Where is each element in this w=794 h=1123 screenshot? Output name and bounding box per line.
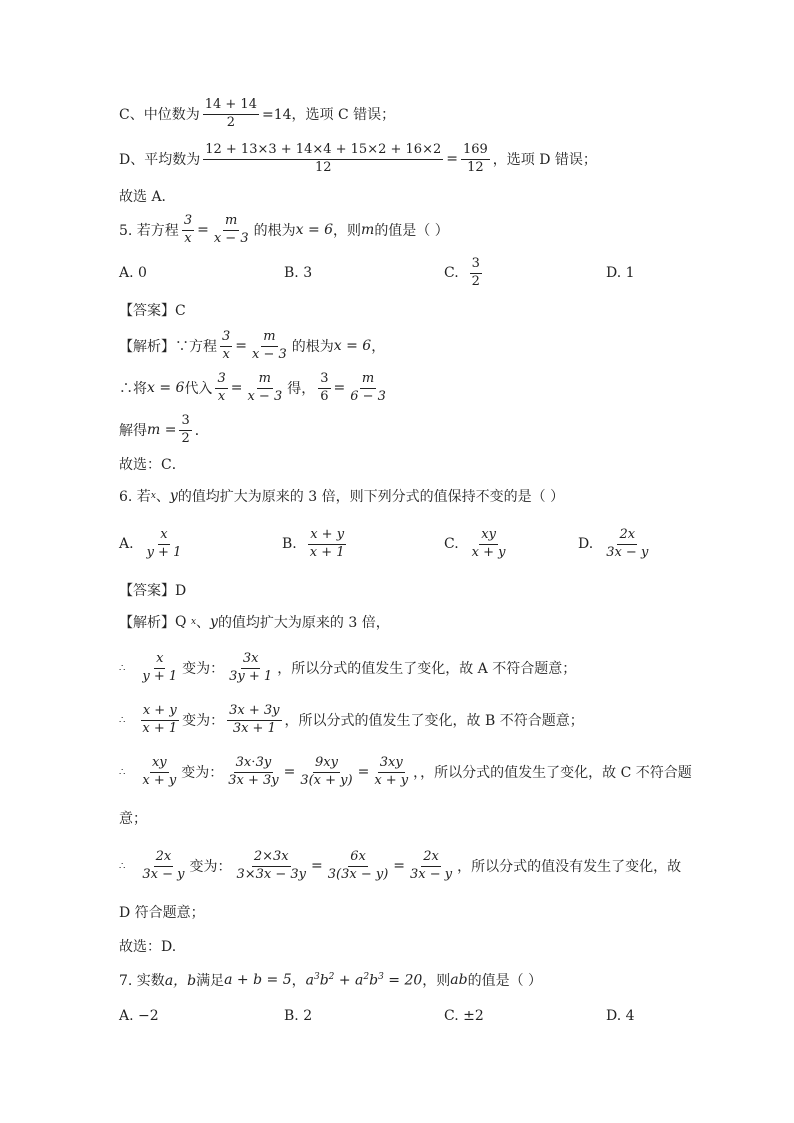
c-prefix: C、中位数为 xyxy=(119,107,200,123)
q5-analysis-1: 【解析】 ∵方程 $\frac{3}{x}$ = $\frac{m}{x - 3}$ 的根为 x = 6 ， xyxy=(119,328,386,362)
choose-a-line: 故选 A． xyxy=(119,189,176,205)
question-7-stem: 7. 实数 a，b 满足 a + b = 5 ， $a^3b^2 + a^2b^3 = 20$ ，则 ab 的值是（ ） xyxy=(119,971,543,989)
q6-step-c-cont: 意； xyxy=(119,811,147,827)
q5-choose: 故选：C． xyxy=(119,457,186,473)
q6-step-c: ∴ $\frac{xy}{x + y}$ 变为： $\frac{3x\cdot 3y}{3x + 3y}$ = $\frac{9xy}{3(x + y)}$ = $\frac{3xy}{x + y}$ ，，所以分式的值发生了变化，故 C 不符合题 xyxy=(119,754,692,788)
q7-option-c: C. ±2 xyxy=(444,1008,484,1024)
option-d-explanation: D、平均数为 $\frac{12 + 13\times 3 + 14\times 4 + 15\times 2 + 16\times 2}{12}$ = $\frac{169}{12}$ ，选项 D 错误； xyxy=(119,141,597,175)
q5-analysis-2: ∴将 x = 6 代入 $\frac{3}{x}$ = $\frac{m}{x - 3}$ 得， $\frac{3}{6}$ = $\frac{m}{6 - 3}$ xyxy=(119,370,386,404)
d-fraction: $\frac{12 + 13\times 3 + 14\times 4 + 15\times 2 + 16\times 2}{12}$ xyxy=(205,141,442,175)
question-5-stem: 5. 若方程 $\frac{3}{x}$ = $\frac{m}{x - 3}$ 的根为 x = 6 ，则 m 的值是（ ） xyxy=(119,212,449,246)
c-fraction: $\frac{14 + 14}{2}$ xyxy=(204,96,257,130)
c-suffix: =14，选项 C 错误； xyxy=(261,107,396,123)
q5-option-a: A. 0 xyxy=(119,265,147,281)
q6-option-b: B. $\frac{x + y}{x + 1}$ xyxy=(282,526,345,560)
q5-option-d: D. 1 xyxy=(606,265,635,281)
q7-option-d: D. 4 xyxy=(606,1008,635,1024)
q6-step-b: ∴ $\frac{x + y}{x + 1}$ 变为： $\frac{3x + 3y}{3x + 1}$ ，所以分式的值发生了变化，故 B 不符合题意； xyxy=(119,702,584,736)
q6-step-d-cont: D 符合题意； xyxy=(119,905,205,921)
q6-answer: 【答案】D xyxy=(119,583,187,599)
cond2: $a^3b^2 + a^2b^3 = 20$ xyxy=(305,971,423,989)
q6-choose: 故选：D. xyxy=(119,939,177,955)
q6-option-d: D. $\frac{2x}{3x - y}$ xyxy=(578,526,649,560)
q5-option-c: C. $\frac{3}{2}$ xyxy=(444,255,480,289)
q6-step-a: ∴ $\frac{x}{y + 1}$ 变为： $\frac{3x}{3y + 1}$ ，所以分式的值发生了变化，故 A 不符合题意； xyxy=(119,650,577,684)
q5-option-b: B. 3 xyxy=(284,265,313,281)
q5-analysis-3: 解得 m = $\frac{3}{2}$ ． xyxy=(119,412,209,446)
q6-option-c: C. $\frac{xy}{x + y}$ xyxy=(444,526,506,560)
q5-answer: 【答案】C xyxy=(119,303,186,319)
q7-option-b: B. 2 xyxy=(284,1008,313,1024)
question-6-stem: 6. 若 x 、 y 的值均扩大为原来的 3 倍，则下列分式的值保持不变的是（ ） xyxy=(119,488,565,505)
q6-option-a: A. $\frac{x}{y + 1}$ xyxy=(119,526,182,560)
option-c-explanation xyxy=(119,96,754,132)
d-result-fraction: $\frac{169}{12}$ xyxy=(462,141,488,175)
q7-option-a: A. −2 xyxy=(119,1008,159,1024)
q6-analysis-intro: 【解析】 Q x 、 y 的值均扩大为原来的 3 倍， xyxy=(119,614,390,631)
q6-step-d: ∴ $\frac{2x}{3x - y}$ 变为： $\frac{2\times 3x}{3\times 3x - 3y}$ = $\frac{6x}{3(3x - y)}$ = $\frac{2x}{3x - y}$ ，所以分式的值没有发生了变化，故 xyxy=(119,848,682,882)
